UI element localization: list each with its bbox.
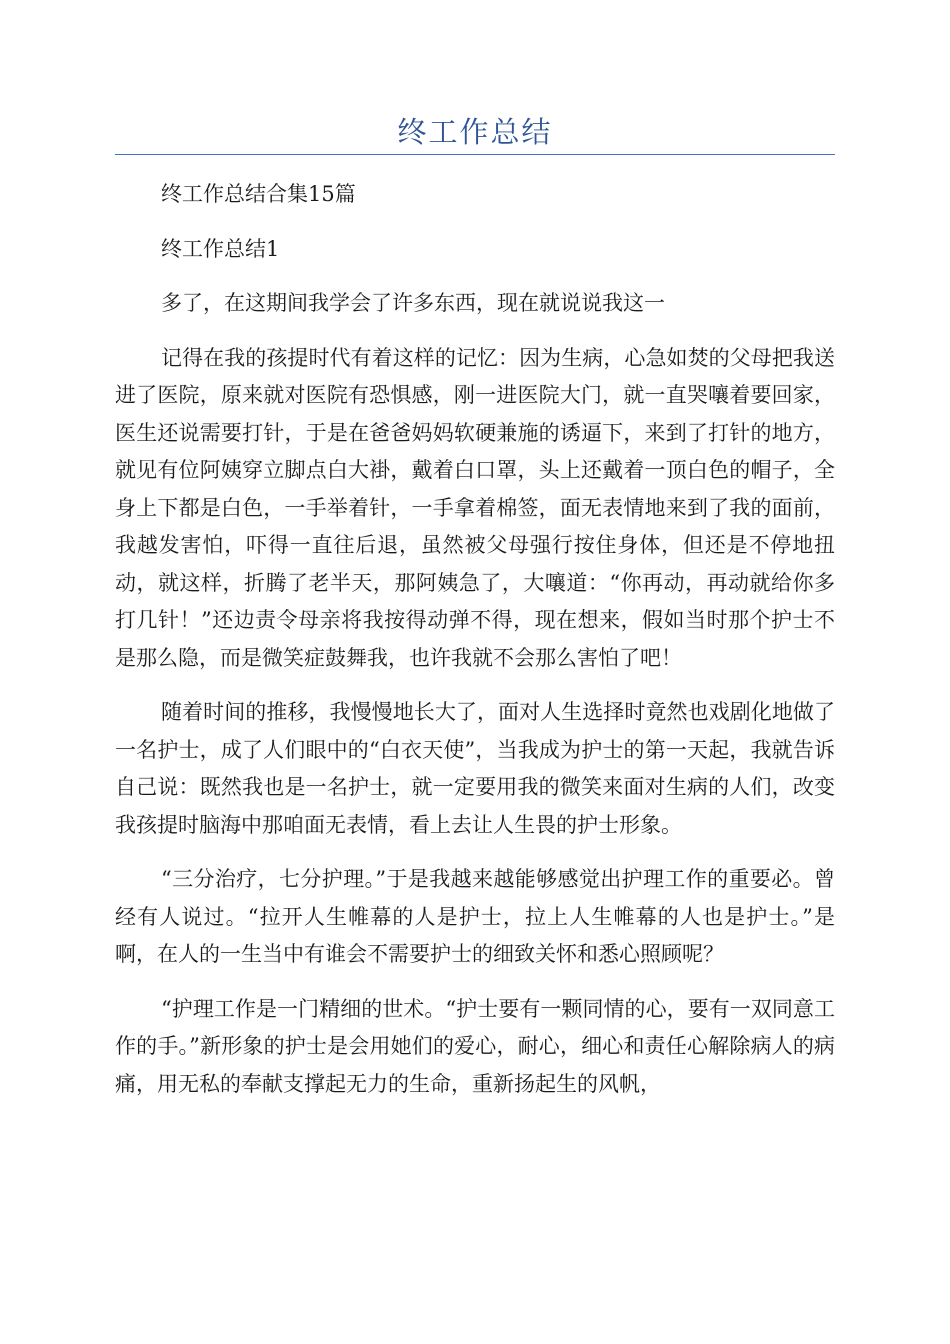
nursing-art-paragraph: “护理工作是一门精细的世术。“护士要有一颗同情的心，要有一双同意工作的手。”新形象的护士是会用她们的爱心，耐心，细心和责任心解除病人的病痛，用无私的奉献支撑起无力的生命，重新扬起生的风帆， — [115, 996, 835, 1096]
childhood-memory-paragraph: 记得在我的孩提时代有着这样的记忆：因为生病，心急如焚的父母把我送进了医院，原来就对医院有恐惧感，刚一进医院大门，就一直哭嚷着要回家，医生还说需要打针，于是在爸爸妈妈软硬兼施的诱逼下，来到了打针的地方，就见有位阿姨穿立脚点白大褂，戴着白口罩，头上还戴着一顶白色的帽子，全身上下都是白色，一手举着针，一手拿着棉签，面无表情地来到了我的面前，我越发害怕，吓得一直往后退，虽然被父母强行按住身体，但还是不停地扭动，就这样，折腾了老半天，那阿姨急了，大嚷道：“你再动，再动就给你多打几针！”还边责令母亲将我按得动弹不得，现在想来，假如当时那个护士不是那么隐，而是微笑症鼓舞我，也许我就不会那么害怕了吧！ — [115, 345, 835, 670]
document-title: 终工作总结 — [397, 115, 553, 149]
document-body — [115, 176, 835, 1103]
section-heading: 终工作总结1 — [161, 236, 280, 261]
growing-up-paragraph: 随着时间的推移，我慢慢地长大了，面对人生选择时竟然也戏剧化地做了一名护士，成了人们眼中的“白衣天使”，当我成为护士的第一天起，我就告诉自己说：既然我也是一名护士，就一定要用我的微笑来面对生病的人们，改变我孩提时脑海中那咱面无表情，看上去让人生畏的护士形象。 — [115, 700, 835, 837]
intro-paragraph: 多了，在这期间我学会了许多东西，现在就说说我这一 — [161, 291, 665, 315]
nursing-importance-paragraph: “三分治疗，七分护理。”于是我越来越能够感觉出护理工作的重要必。曾经有人说过。“拉开人生帷幕的人是护士，拉上人生帷幕的人也是护士。”是啊，在人的一生当中有谁会不需要护士的细致关怀和悉心照顾呢？ — [115, 867, 835, 966]
collection-heading: 终工作总结合集15篇 — [161, 182, 356, 206]
title-underline — [115, 154, 835, 155]
